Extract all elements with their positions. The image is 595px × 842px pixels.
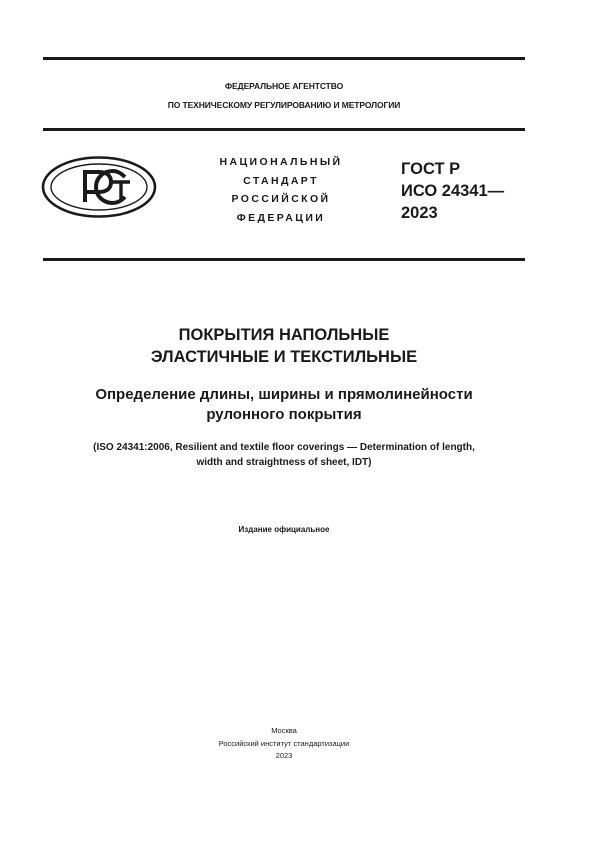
title-line: ЭЛАСТИЧНЫЕ И ТЕКСТИЛЬНЫЕ <box>150 348 418 366</box>
original-standard-reference <box>43 440 525 470</box>
mid-rule <box>43 258 525 261</box>
edition-label: Издание официальное <box>238 525 330 534</box>
title-line: ПОКРЫТИЯ НАПОЛЬНЫЕ <box>178 326 390 344</box>
publisher-name: Российский институт стандартизации <box>218 738 350 748</box>
top-rule <box>43 57 525 60</box>
agency-line-2: ПО ТЕХНИЧЕСКОМУ РЕГУЛИРОВАНИЮ И МЕТРОЛОГИИ <box>167 100 401 110</box>
standard-type-line: СТАНДАРТ <box>243 174 319 187</box>
standard-type-line: НАЦИОНАЛЬНЫЙ <box>219 156 343 168</box>
standard-number-line: 2023 <box>401 204 438 222</box>
standard-type-line: РОССИЙСКОЙ <box>231 193 331 205</box>
header-rule <box>43 128 525 131</box>
standard-number-line: ИСО 24341— <box>401 182 505 200</box>
standard-number-line: ГОСТ Р <box>401 160 461 178</box>
standard-type-line: ФЕДЕРАЦИИ <box>236 211 326 224</box>
publication-city: Москва <box>271 726 297 735</box>
document-subtitle <box>43 385 525 425</box>
standard-number <box>401 158 504 224</box>
standard-type <box>195 153 367 227</box>
publication-info <box>43 725 525 763</box>
document-title <box>43 324 525 368</box>
original-reference-line: (ISO 24341:2006, Resilient and textile floor coverings — Determination of length, <box>93 442 475 453</box>
original-reference-line: width and straightness of sheet, IDT) <box>196 457 372 468</box>
agency-name <box>43 81 525 91</box>
agency-line-1: ФЕДЕРАЛЬНОЕ АГЕНТСТВО <box>224 81 344 91</box>
publication-year: 2023 <box>275 751 293 760</box>
subtitle-line: рулонного покрытия <box>206 406 362 423</box>
subtitle-line: Определение длины, ширины и прямолинейности <box>95 386 473 403</box>
gost-r-certification-mark-icon <box>41 156 157 218</box>
agency-name-2 <box>43 100 525 110</box>
